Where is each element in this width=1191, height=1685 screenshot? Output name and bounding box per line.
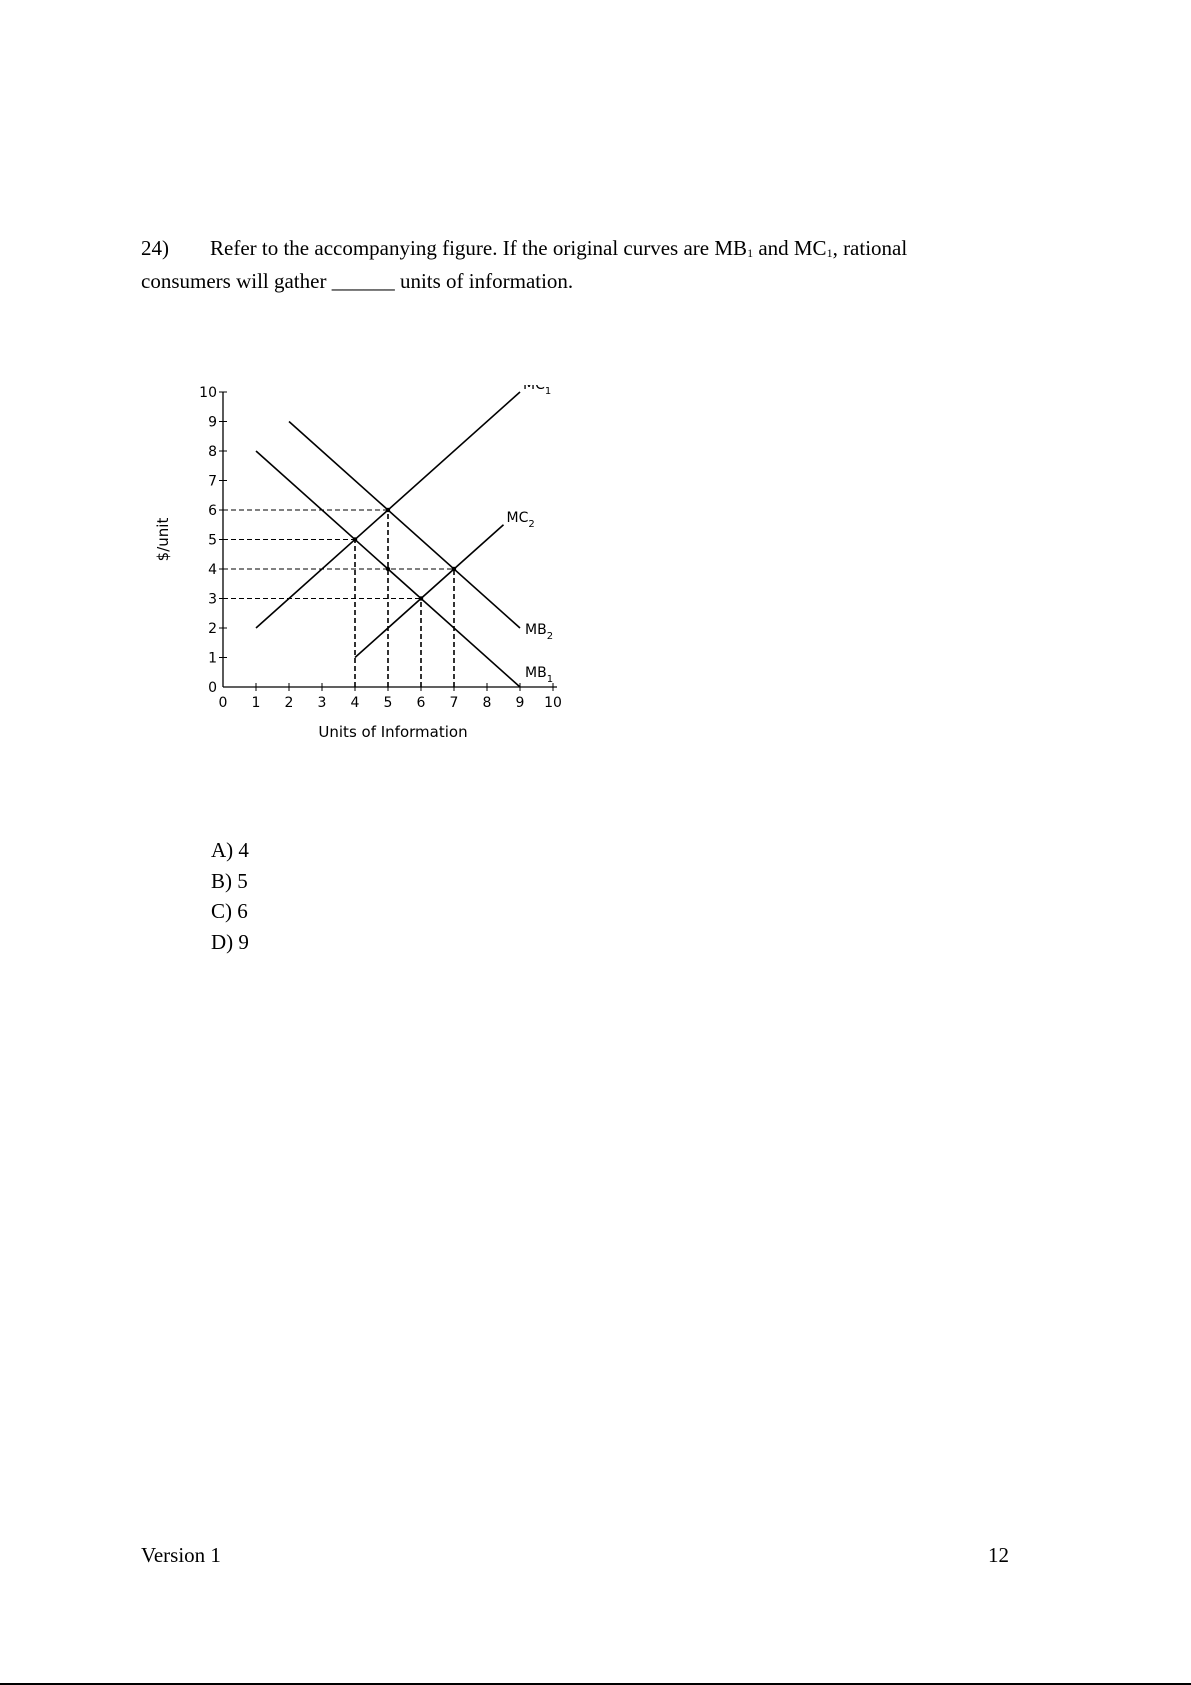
curve-label-mb1: $MB_1$ xyxy=(525,665,554,685)
curve-label-mc1: $MC_1$ xyxy=(523,385,552,397)
answer-options xyxy=(211,835,249,957)
question-number: 24) xyxy=(141,236,169,260)
option-d[interactable]: D) 9 xyxy=(211,929,249,954)
y-tick-label: 0 xyxy=(208,680,217,696)
y-tick-label: 2 xyxy=(208,621,217,637)
curve-mb2 xyxy=(289,422,520,629)
footer-version: Version 1 xyxy=(141,1543,221,1567)
y-tick-label: 8 xyxy=(208,444,217,460)
y-tick-label: 7 xyxy=(208,473,217,490)
intersection-point xyxy=(419,596,423,600)
page-number: 12 xyxy=(988,1543,1009,1567)
question-text-part3: , rational xyxy=(832,236,908,260)
y-axis-label: $/unit xyxy=(154,517,172,562)
intersection-point xyxy=(386,508,390,512)
question-text-part1: Refer to the accompanying figure. If the original curves are MB xyxy=(210,236,748,260)
y-tick-label: 4 xyxy=(208,562,217,578)
x-tick-label: 5 xyxy=(383,695,393,711)
information-chart xyxy=(150,385,570,755)
curve-label-mb2: $MB_2$ xyxy=(525,622,554,642)
question-text-part2: and MC xyxy=(753,236,827,260)
curve-label-mc2: $MC_2$ xyxy=(506,509,535,530)
y-tick-label: 1 xyxy=(208,650,217,667)
intersection-point xyxy=(386,567,390,571)
x-tick-label: 0 xyxy=(218,695,228,711)
x-tick-label: 9 xyxy=(515,695,525,711)
y-tick-label: 10 xyxy=(199,385,217,401)
option-c[interactable]: C) 6 xyxy=(211,899,248,923)
y-tick-label: 5 xyxy=(208,532,217,549)
question-sub1: 1 xyxy=(747,246,754,260)
question-text-line2: consumers will gather ______ units of information. xyxy=(141,269,574,293)
x-tick-label: 3 xyxy=(317,695,327,711)
curve-label-subscript: 1 xyxy=(546,674,554,685)
x-tick-label: 2 xyxy=(284,695,294,711)
x-tick-label: 6 xyxy=(416,695,426,711)
curve-mc2 xyxy=(355,525,504,658)
x-tick-label: 1 xyxy=(251,695,261,711)
y-tick-label: 3 xyxy=(208,591,217,608)
question xyxy=(141,232,1021,298)
question-sub2: 1 xyxy=(826,246,833,260)
chart-svg xyxy=(150,385,570,755)
x-tick-label: 4 xyxy=(350,695,360,711)
intersection-point xyxy=(452,567,456,571)
x-tick-label: 7 xyxy=(449,695,459,711)
y-tick-label: 6 xyxy=(208,503,217,519)
curve-label-subscript: 1 xyxy=(544,386,552,397)
intersection-point xyxy=(353,537,357,541)
option-a[interactable]: A) 4 xyxy=(211,838,249,862)
option-b[interactable]: B) 5 xyxy=(211,868,248,893)
x-axis-label: Units of Information xyxy=(318,723,468,741)
curve-label-subscript: 2 xyxy=(546,631,554,642)
x-tick-label: 10 xyxy=(544,695,562,711)
y-tick-label: 9 xyxy=(208,414,217,431)
curve-label-subscript: 2 xyxy=(528,518,535,530)
x-tick-label: 8 xyxy=(482,695,492,711)
